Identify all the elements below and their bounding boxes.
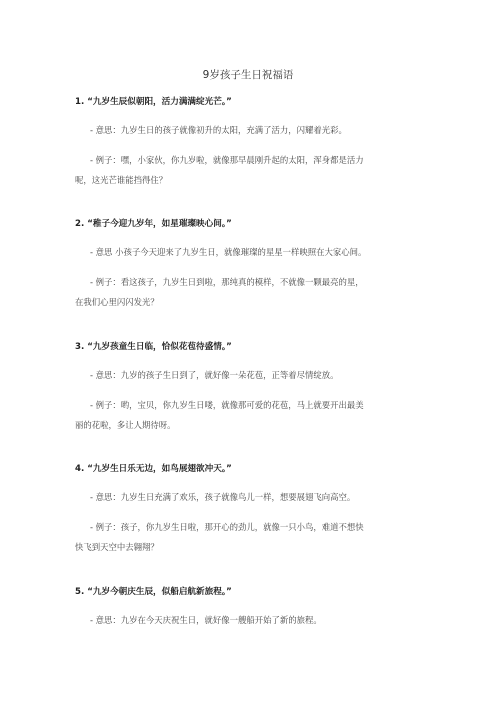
blessing-entry-1: [75, 96, 423, 190]
entry-meaning: - 意思 小孩子今天迎来了九岁生日，就像璀璨的星星一样映照在大家心间。: [90, 247, 367, 257]
entry-heading: 2. “稚子今迎九岁年，如星璀璨映心间。”: [75, 219, 232, 229]
blessing-entry-4: [75, 463, 423, 557]
entry-heading: 1. “九岁生辰似朝阳，活力满满绽光芒。”: [75, 97, 232, 107]
entry-example: - 例子：孩子，你九岁生日啦，那开心的劲儿，就像一只小鸟，难道不想快: [90, 522, 364, 532]
entry-example: - 例子：看这孩子，九岁生日到啦，那纯真的模样，不就像一颗最亮的星，: [90, 277, 364, 287]
entry-meaning: - 意思：九岁生日的孩子就像初升的太阳，充满了活力，闪耀着光彩。: [90, 125, 347, 135]
entry-heading: 3. “九岁孩童生日临，恰似花苞待盛情。”: [75, 342, 232, 352]
entry-example: - 例子：嘿，小家伙，你九岁啦，就像那早晨刚升起的太阳，浑身都是活力: [90, 155, 364, 165]
entry-meaning: - 意思：九岁生日充满了欢乐，孩子就像鸟儿一样，想要展翅飞向高空。: [90, 492, 356, 502]
entry-meaning: - 意思：九岁的孩子生日到了，就好像一朵花苞，正等着尽情绽放。: [90, 370, 339, 380]
entry-example-continued: 呢，这光芒谁能挡得住？: [75, 175, 168, 185]
blessing-entry-2: [75, 218, 423, 312]
blessing-entry-3: [75, 341, 423, 435]
entry-heading: 5. “九岁今朝庆生辰，似船启航新旅程。”: [75, 587, 232, 597]
entry-example: - 例子：哟，宝贝，你九岁生日喽，就像那可爱的花苞，马上就要开出最美: [90, 400, 364, 410]
entry-example-continued: 快飞到天空中去翱翔？: [75, 542, 159, 552]
blessing-entry-5: [75, 586, 423, 630]
page-title: 9岁孩子生日祝福语: [202, 69, 294, 81]
entry-meaning: - 意思：九岁在今天庆祝生日，就好像一艘船开始了新的旅程。: [90, 615, 322, 625]
entry-example-continued: 在我们心里闪闪发光？: [75, 297, 159, 307]
entry-example-continued: 丽的花啦，多让人期待呀。: [75, 420, 176, 430]
entry-heading: 4. “九岁生日乐无边，如鸟展翅欲冲天。”: [75, 464, 232, 474]
